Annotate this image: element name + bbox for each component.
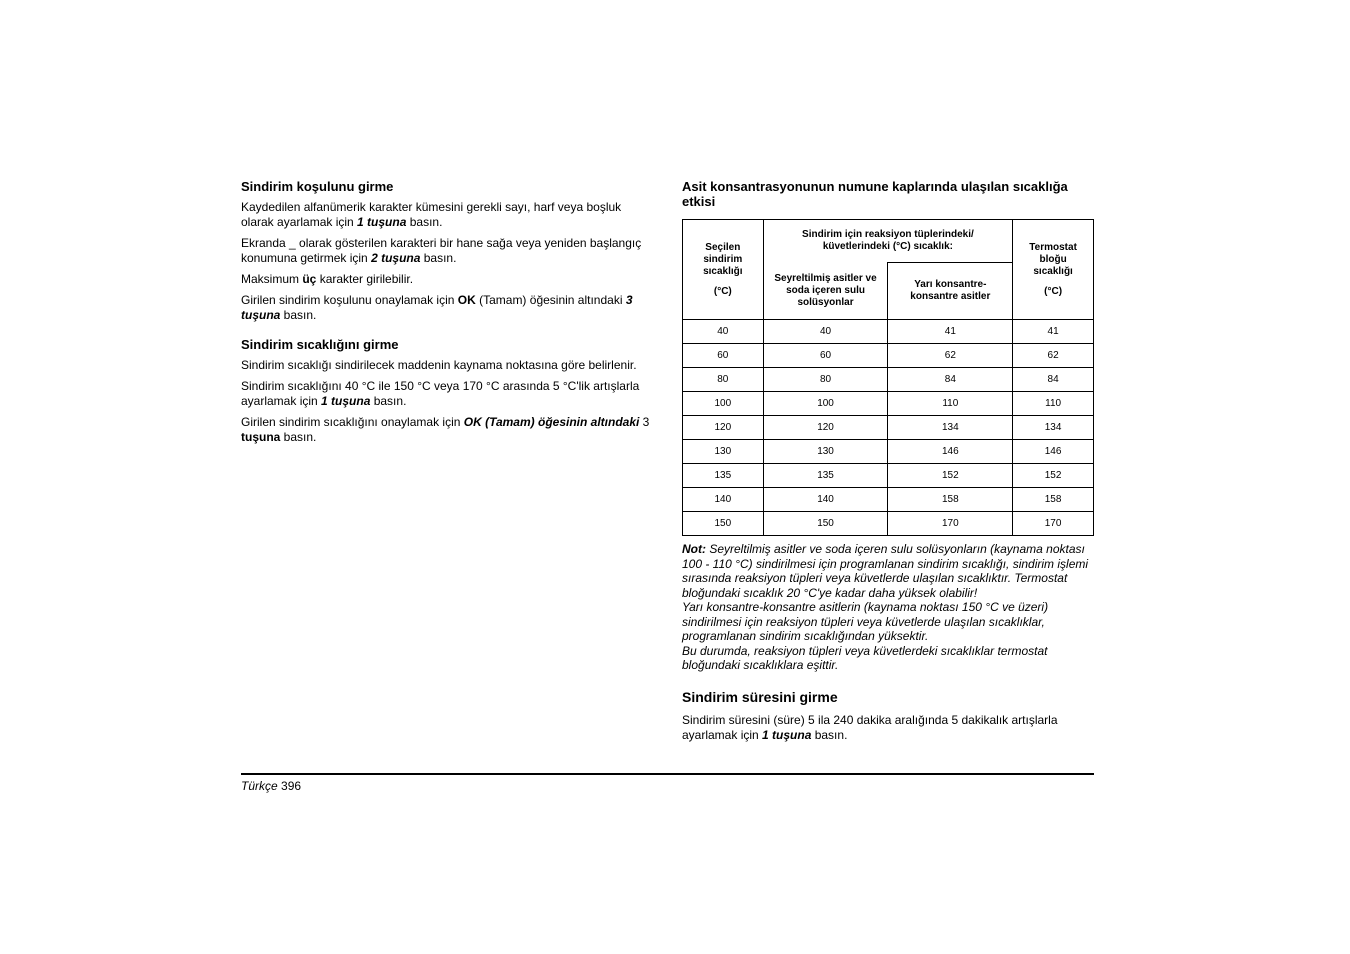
table-cell: 41 <box>1013 320 1094 344</box>
table-row <box>683 512 1094 536</box>
table-cell: 146 <box>1013 440 1094 464</box>
table-title: Asit konsantrasyonunun numune kaplarında ulaşılan sıcaklığa etkisi <box>682 179 1068 209</box>
paragraph: Kaydedilen alfanümerik karakter kümesini gerekli sayı, harf veya boşluk olarak ayarlamak için 1 tuşuna basın. <box>241 200 622 229</box>
left-column <box>241 179 653 451</box>
header-dilute-acids: Seyreltilmiş asitler ve soda içeren sulu solüsyonlar <box>763 263 888 320</box>
paragraph: Ekranda _ olarak gösterilen karakteri bir hane sağa veya yeniden başlangıç konumuna getirmek için 2 tuşuna basın. <box>241 236 642 265</box>
table-body <box>683 320 1094 536</box>
table-cell: 134 <box>888 416 1013 440</box>
table-cell: 110 <box>888 392 1013 416</box>
table-cell: 60 <box>683 344 764 368</box>
temperature-table <box>682 219 1094 536</box>
table-row <box>683 488 1094 512</box>
table-cell: 170 <box>1013 512 1094 536</box>
table-row <box>683 464 1094 488</box>
header-thermostat-temperature: Termostat bloğu sıcaklığı (°C) <box>1013 220 1094 320</box>
table-cell: 135 <box>683 464 764 488</box>
table-row <box>683 344 1094 368</box>
note: Not: Seyreltilmiş asitler ve soda içeren sulu solüsyonların (kaynama noktası 100 - 110 °C) sindirilmesi için programlanan sindirim sıcaklığı, sindirim işlemi sırasında reaksiyon tüpleri veya küvetlerde ulaşılan sıcaklıktır. Termostat bloğundaki sıcaklık 20 °C'ye kadar daha yüksek olabilir! Yarı konsantre-konsantre asitlerin (kaynama noktası 150 °C ve üzeri) sindirilmesi için reaksiyon tüpleri veya küvetlerde ulaşılan sıcaklıklar, programlanan sindirim sıcaklığından yüksektir. Bu durumda, reaksiyon tüpleri veya küvetlerdeki sıcaklıklar termostat bloğundaki sıcaklıklara eşittir. <box>682 542 1089 672</box>
table-row <box>683 392 1094 416</box>
paragraph: Sindirim süresini (süre) 5 ila 240 dakika aralığında 5 dakikalık artışlarla ayarlamak için 1 tuşuna basın. <box>682 712 1058 742</box>
table-cell: 120 <box>763 416 888 440</box>
footer-divider <box>241 773 1094 775</box>
table-cell: 140 <box>763 488 888 512</box>
table-cell: 130 <box>683 440 764 464</box>
table-cell: 158 <box>1013 488 1094 512</box>
table-cell: 40 <box>763 320 888 344</box>
table-cell: 60 <box>763 344 888 368</box>
table-cell: 146 <box>888 440 1013 464</box>
table-cell: 41 <box>888 320 1013 344</box>
table-cell: 134 <box>1013 416 1094 440</box>
right-column <box>682 179 1094 749</box>
table-cell: 40 <box>683 320 764 344</box>
table-row <box>683 416 1094 440</box>
table-cell: 152 <box>1013 464 1094 488</box>
paragraph: Sindirim sıcaklığını 40 °C ile 150 °C veya 170 °C arasında 5 °C'lik artışlarla ayarlamak için 1 tuşuna basın. <box>241 379 640 408</box>
table-cell: 130 <box>763 440 888 464</box>
table-row <box>683 320 1094 344</box>
table-cell: 100 <box>683 392 764 416</box>
table-cell: 110 <box>1013 392 1094 416</box>
heading-digestion-temperature: Sindirim sıcaklığını girme <box>241 337 399 352</box>
paragraph: Sindirim sıcaklığı sindirilecek maddenin kaynama noktasına göre belirlenir. <box>241 358 637 372</box>
table-cell: 140 <box>683 488 764 512</box>
header-concentrated-acids: Yarı konsantre-konsantre asitler <box>888 263 1013 320</box>
table-row <box>683 440 1094 464</box>
table-cell: 170 <box>888 512 1013 536</box>
table-cell: 80 <box>763 368 888 392</box>
table-cell: 100 <box>763 392 888 416</box>
table-cell: 62 <box>1013 344 1094 368</box>
heading-digestion-duration: Sindirim süresini girme <box>682 688 838 705</box>
table-cell: 150 <box>683 512 764 536</box>
table-cell: 158 <box>888 488 1013 512</box>
paragraph: Girilen sindirim sıcaklığını onaylamak için OK (Tamam) öğesinin altındaki 3 tuşuna basın. <box>241 415 650 444</box>
table-cell: 120 <box>683 416 764 440</box>
header-tube-temperature-group: Sindirim için reaksiyon tüplerindeki/ küvetlerindeki (°C) sıcaklık: <box>763 220 1013 263</box>
table-cell: 150 <box>763 512 888 536</box>
table-cell: 62 <box>888 344 1013 368</box>
page-number: 396 <box>281 779 302 793</box>
table-cell: 80 <box>683 368 764 392</box>
heading-digestion-condition: Sindirim koşulunu girme <box>241 179 394 194</box>
table-row <box>683 368 1094 392</box>
table-cell: 135 <box>763 464 888 488</box>
page-footer: Türkçe 396 <box>241 779 302 793</box>
table-cell: 152 <box>888 464 1013 488</box>
paragraph: Maksimum üç karakter girilebilir. <box>241 272 414 286</box>
table-cell: 84 <box>1013 368 1094 392</box>
header-selected-temperature: Seçilen sindirim sıcaklığı (°C) <box>683 220 764 320</box>
table-cell: 84 <box>888 368 1013 392</box>
paragraph: Girilen sindirim koşulunu onaylamak için OK (Tamam) öğesinin altındaki 3 tuşuna basın. <box>241 293 633 322</box>
